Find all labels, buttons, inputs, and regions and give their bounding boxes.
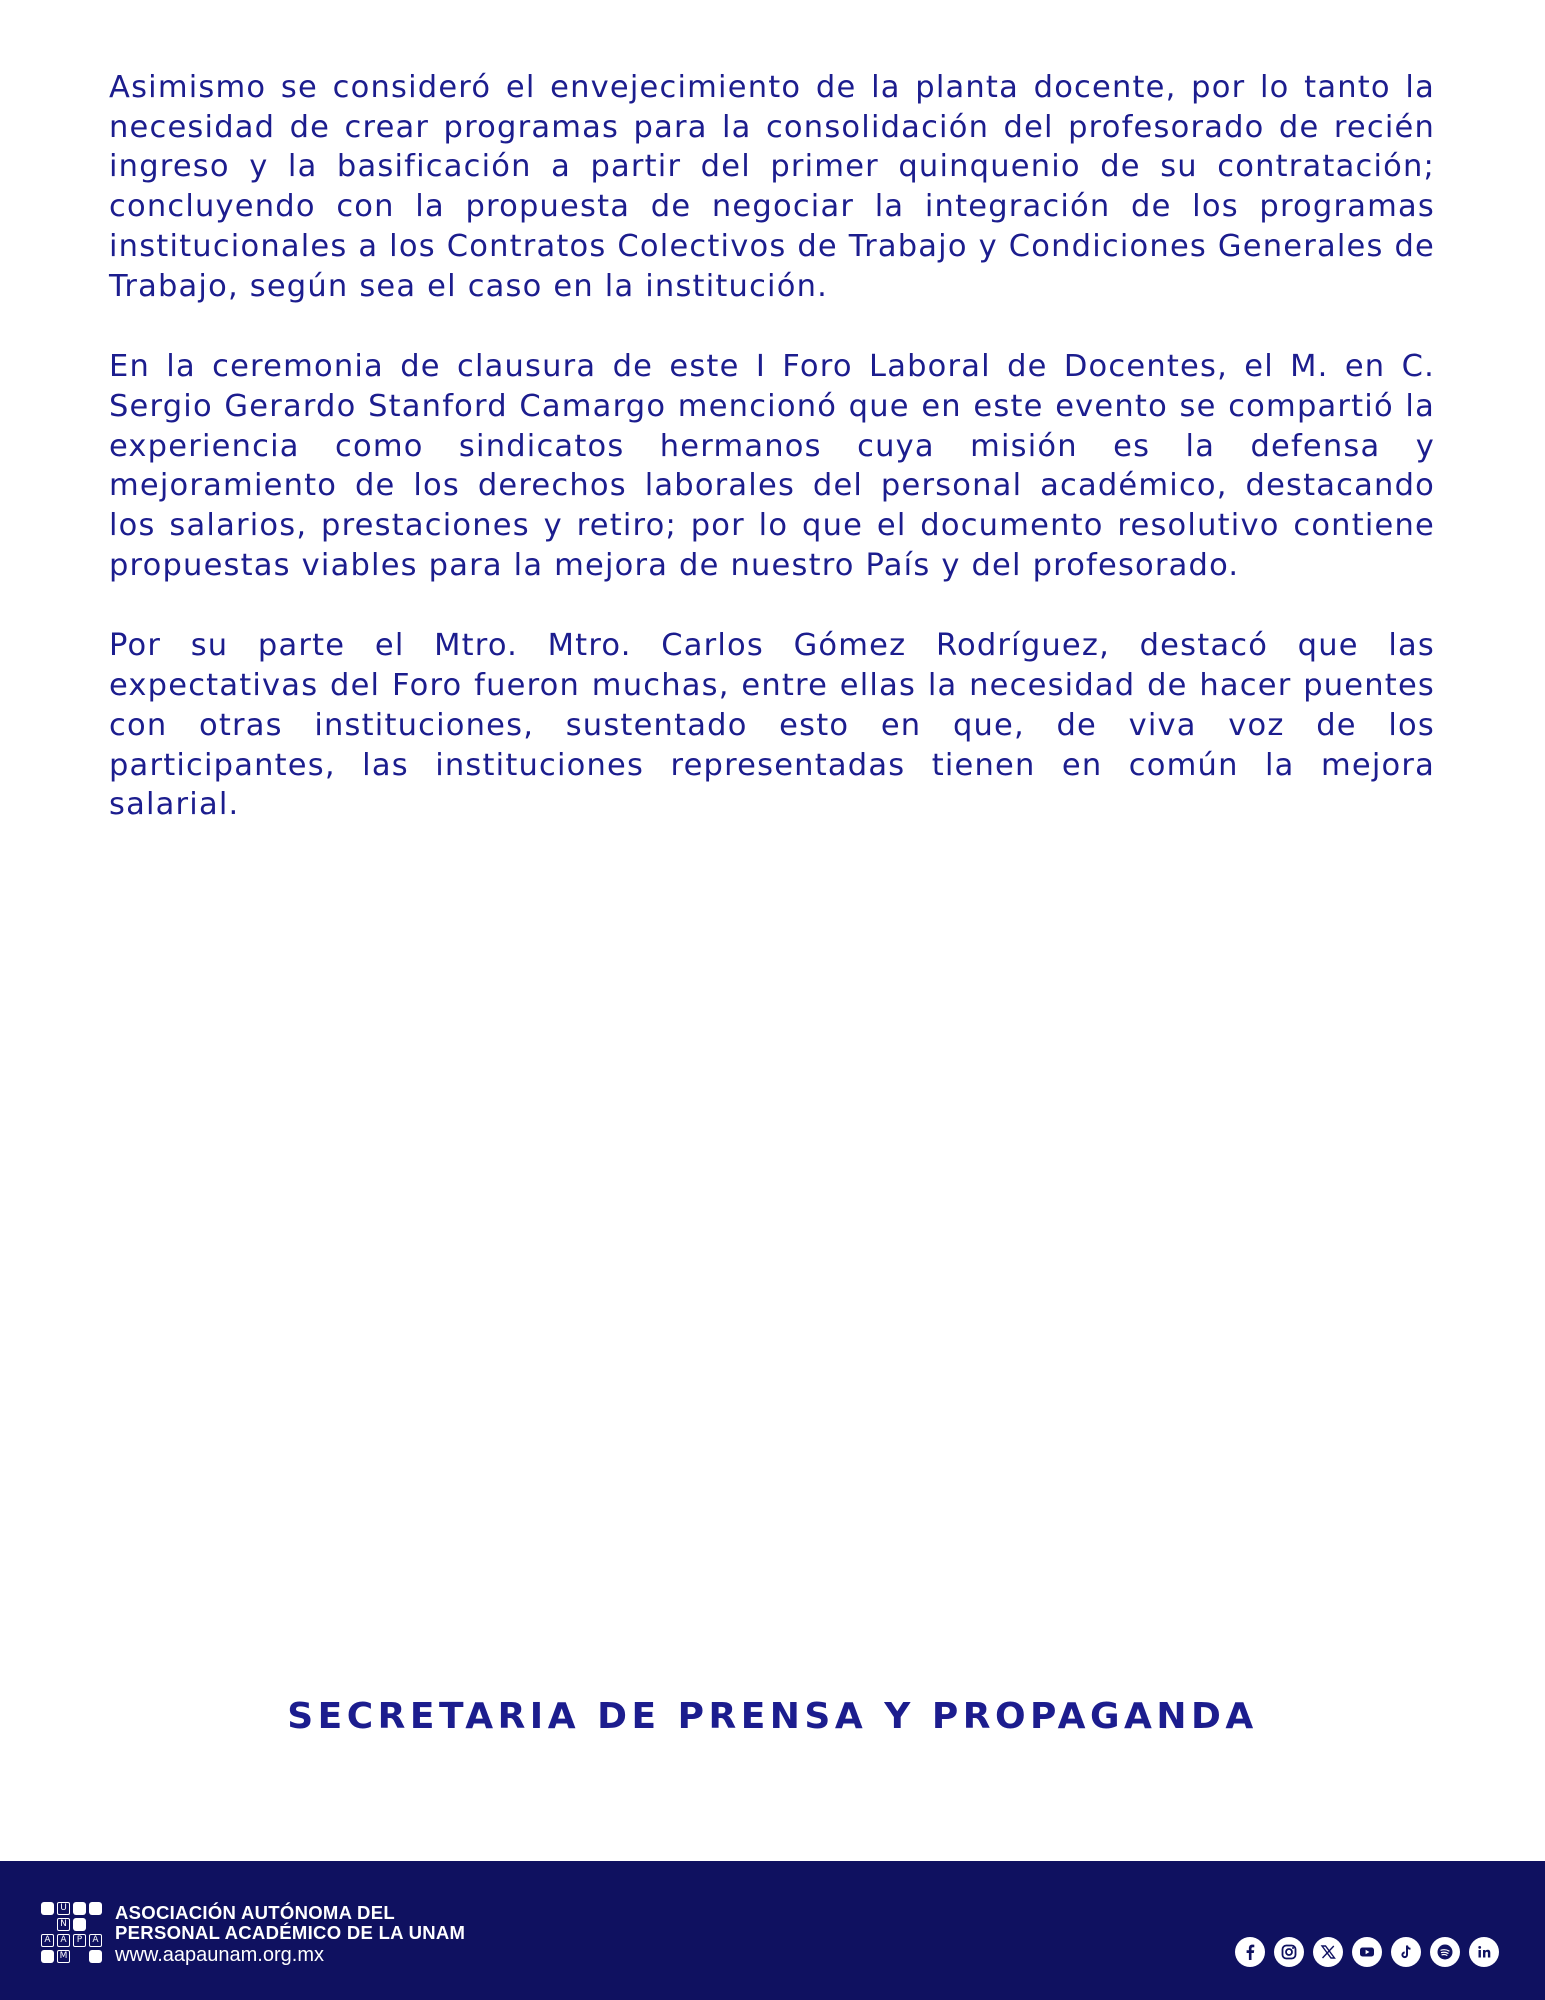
spotify-icon[interactable] <box>1430 1937 1460 1967</box>
organization-name <box>115 1903 465 1943</box>
org-line-1: ASOCIACIÓN AUTÓNOMA DEL <box>115 1902 395 1923</box>
article-body <box>109 68 1435 866</box>
logo-letter: A <box>57 1934 70 1947</box>
youtube-icon[interactable] <box>1352 1937 1382 1967</box>
org-line-2: PERSONAL ACADÉMICO DE LA UNAM <box>115 1922 466 1943</box>
logo-letter: M <box>57 1950 70 1963</box>
tiktok-icon[interactable] <box>1391 1937 1421 1967</box>
logo-letter: A <box>89 1934 102 1947</box>
x-icon[interactable] <box>1313 1937 1343 1967</box>
paragraph: Por su parte el Mtro. Mtro. Carlos Gómez Rodríguez, destacó que las expectativas del Foro fueron muchas, entre ellas la necesidad de hacer puentes con otras instituciones, sustentado esto en que, de viva voz de los participantes, las instituciones representadas tienen en común la mejora salarial. <box>109 628 1435 823</box>
website-link[interactable]: www.aapaunam.org.mx <box>115 1944 324 1966</box>
instagram-icon[interactable] <box>1274 1937 1304 1967</box>
footer <box>0 1861 1545 2000</box>
logo-letter: P <box>73 1934 86 1947</box>
signature-heading: SECRETARIA DE PRENSA Y PROPAGANDA <box>287 1696 1258 1737</box>
logo-letter: N <box>57 1918 70 1931</box>
logo-letter: U <box>57 1902 70 1915</box>
facebook-icon[interactable] <box>1235 1937 1265 1967</box>
paragraph: Asimismo se consideró el envejecimiento de la planta docente, por lo tanto la necesidad de crear programas para la consolidación del profesorado de recién ingreso y la basificación a partir del primer quinquenio de su contratación; concluyendo con la propuesta de negociar la integración de los programas institucionales a los Contratos Colectivos de Trabajo y Condiciones Generales de Trabajo, según sea el caso en la institución. <box>109 70 1435 304</box>
paragraph: En la ceremonia de clausura de este I Foro Laboral de Docentes, el M. en C. Sergio Gerardo Stanford Camargo mencionó que en este evento se compartió la experiencia como sindicatos hermanos cuya misión es la defensa y mejoramiento de los derechos laborales del personal académico, destacando los salarios, prestaciones y retiro; por lo que el documento resolutivo contiene propuestas viables para la mejora de nuestro País y del profesorado. <box>109 349 1435 583</box>
aapaunam-logo[interactable] <box>41 1902 103 1966</box>
linkedin-icon[interactable] <box>1469 1937 1499 1967</box>
social-links <box>1235 1937 1499 1967</box>
logo-letter: A <box>41 1934 54 1947</box>
